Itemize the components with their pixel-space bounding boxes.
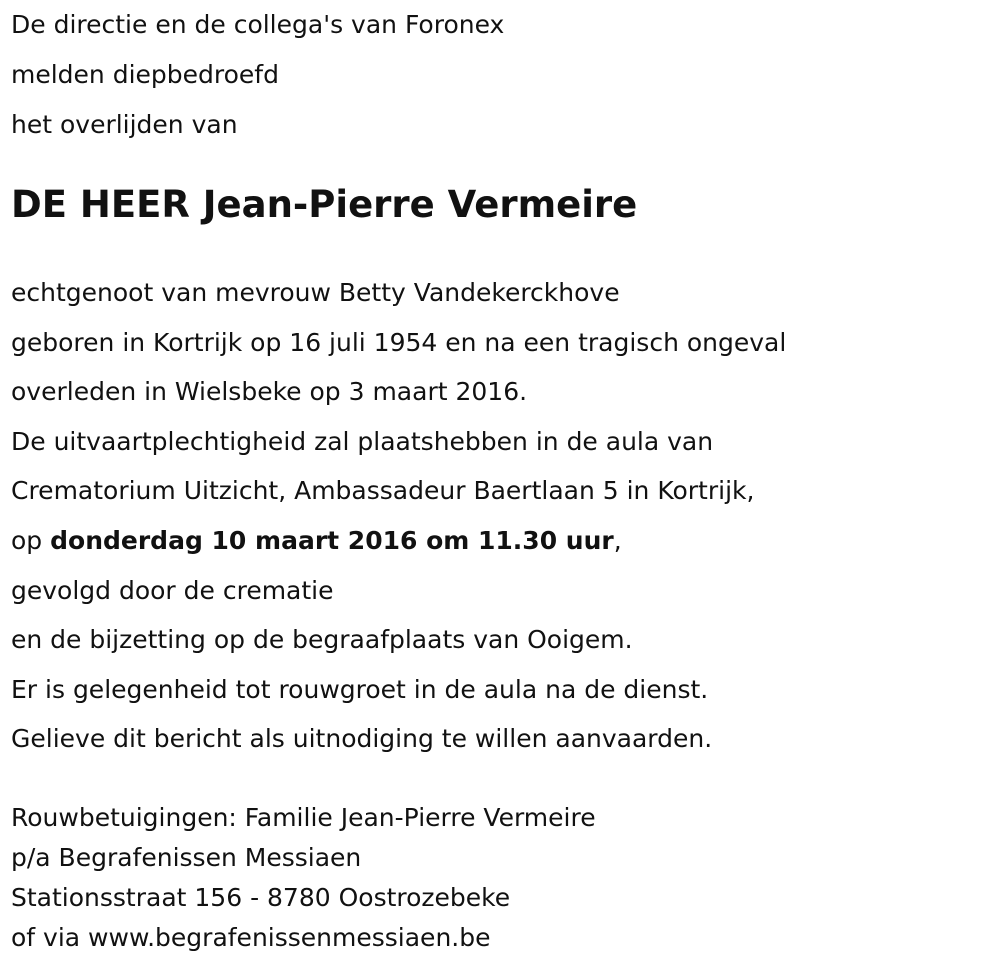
intro-line-announce: melden diepbedroefd (11, 60, 279, 89)
condolences-address: Stationsstraat 156 - 8780 Oostrozebeke (11, 883, 511, 912)
condolences-family: Rouwbetuigingen: Familie Jean-Pierre Vermeire (11, 803, 596, 832)
date-line (11, 516, 786, 566)
burial-line: en de bijzetting op de begraafplaats van Ooigem. (11, 625, 633, 655)
date-prefix: op (11, 525, 51, 555)
death-line: overleden in Wielsbeke op 3 maart 2016. (11, 377, 528, 407)
cremation-line: gevolgd door de crematie (11, 575, 334, 605)
intro-line-colleagues: De directie en de collega's van Foronex (11, 10, 505, 39)
ceremony-datetime: donderdag 10 maart 2016 om 11.30 uur (50, 525, 614, 555)
date-suffix: , (613, 525, 622, 555)
contact-block (11, 798, 596, 958)
ceremony-line: De uitvaartplechtigheid zal plaatshebben in de aula van (11, 426, 714, 456)
condolences-website: of via www.begrafenissenmessiaen.be (11, 923, 491, 952)
location-line: Crematorium Uitzicht, Ambassadeur Baertlaan 5 in Kortrijk, (11, 476, 755, 506)
invitation-line: Gelieve dit bericht als uitnodiging te willen aanvaarden. (11, 724, 713, 754)
intro-line-passing: het overlijden van (11, 110, 238, 139)
deceased-name: DE HEER Jean-Pierre Vermeire (11, 183, 638, 226)
condolences-agency: p/a Begrafenissen Messiaen (11, 843, 362, 872)
announcement-body (11, 268, 786, 764)
intro-block (11, 0, 504, 150)
condolence-line: Er is gelegenheid tot rouwgroet in de aula na de dienst. (11, 674, 709, 704)
spouse-line: echtgenoot van mevrouw Betty Vandekerckhove (11, 278, 620, 307)
birth-line: geboren in Kortrijk op 16 juli 1954 en na een tragisch ongeval (11, 327, 787, 357)
